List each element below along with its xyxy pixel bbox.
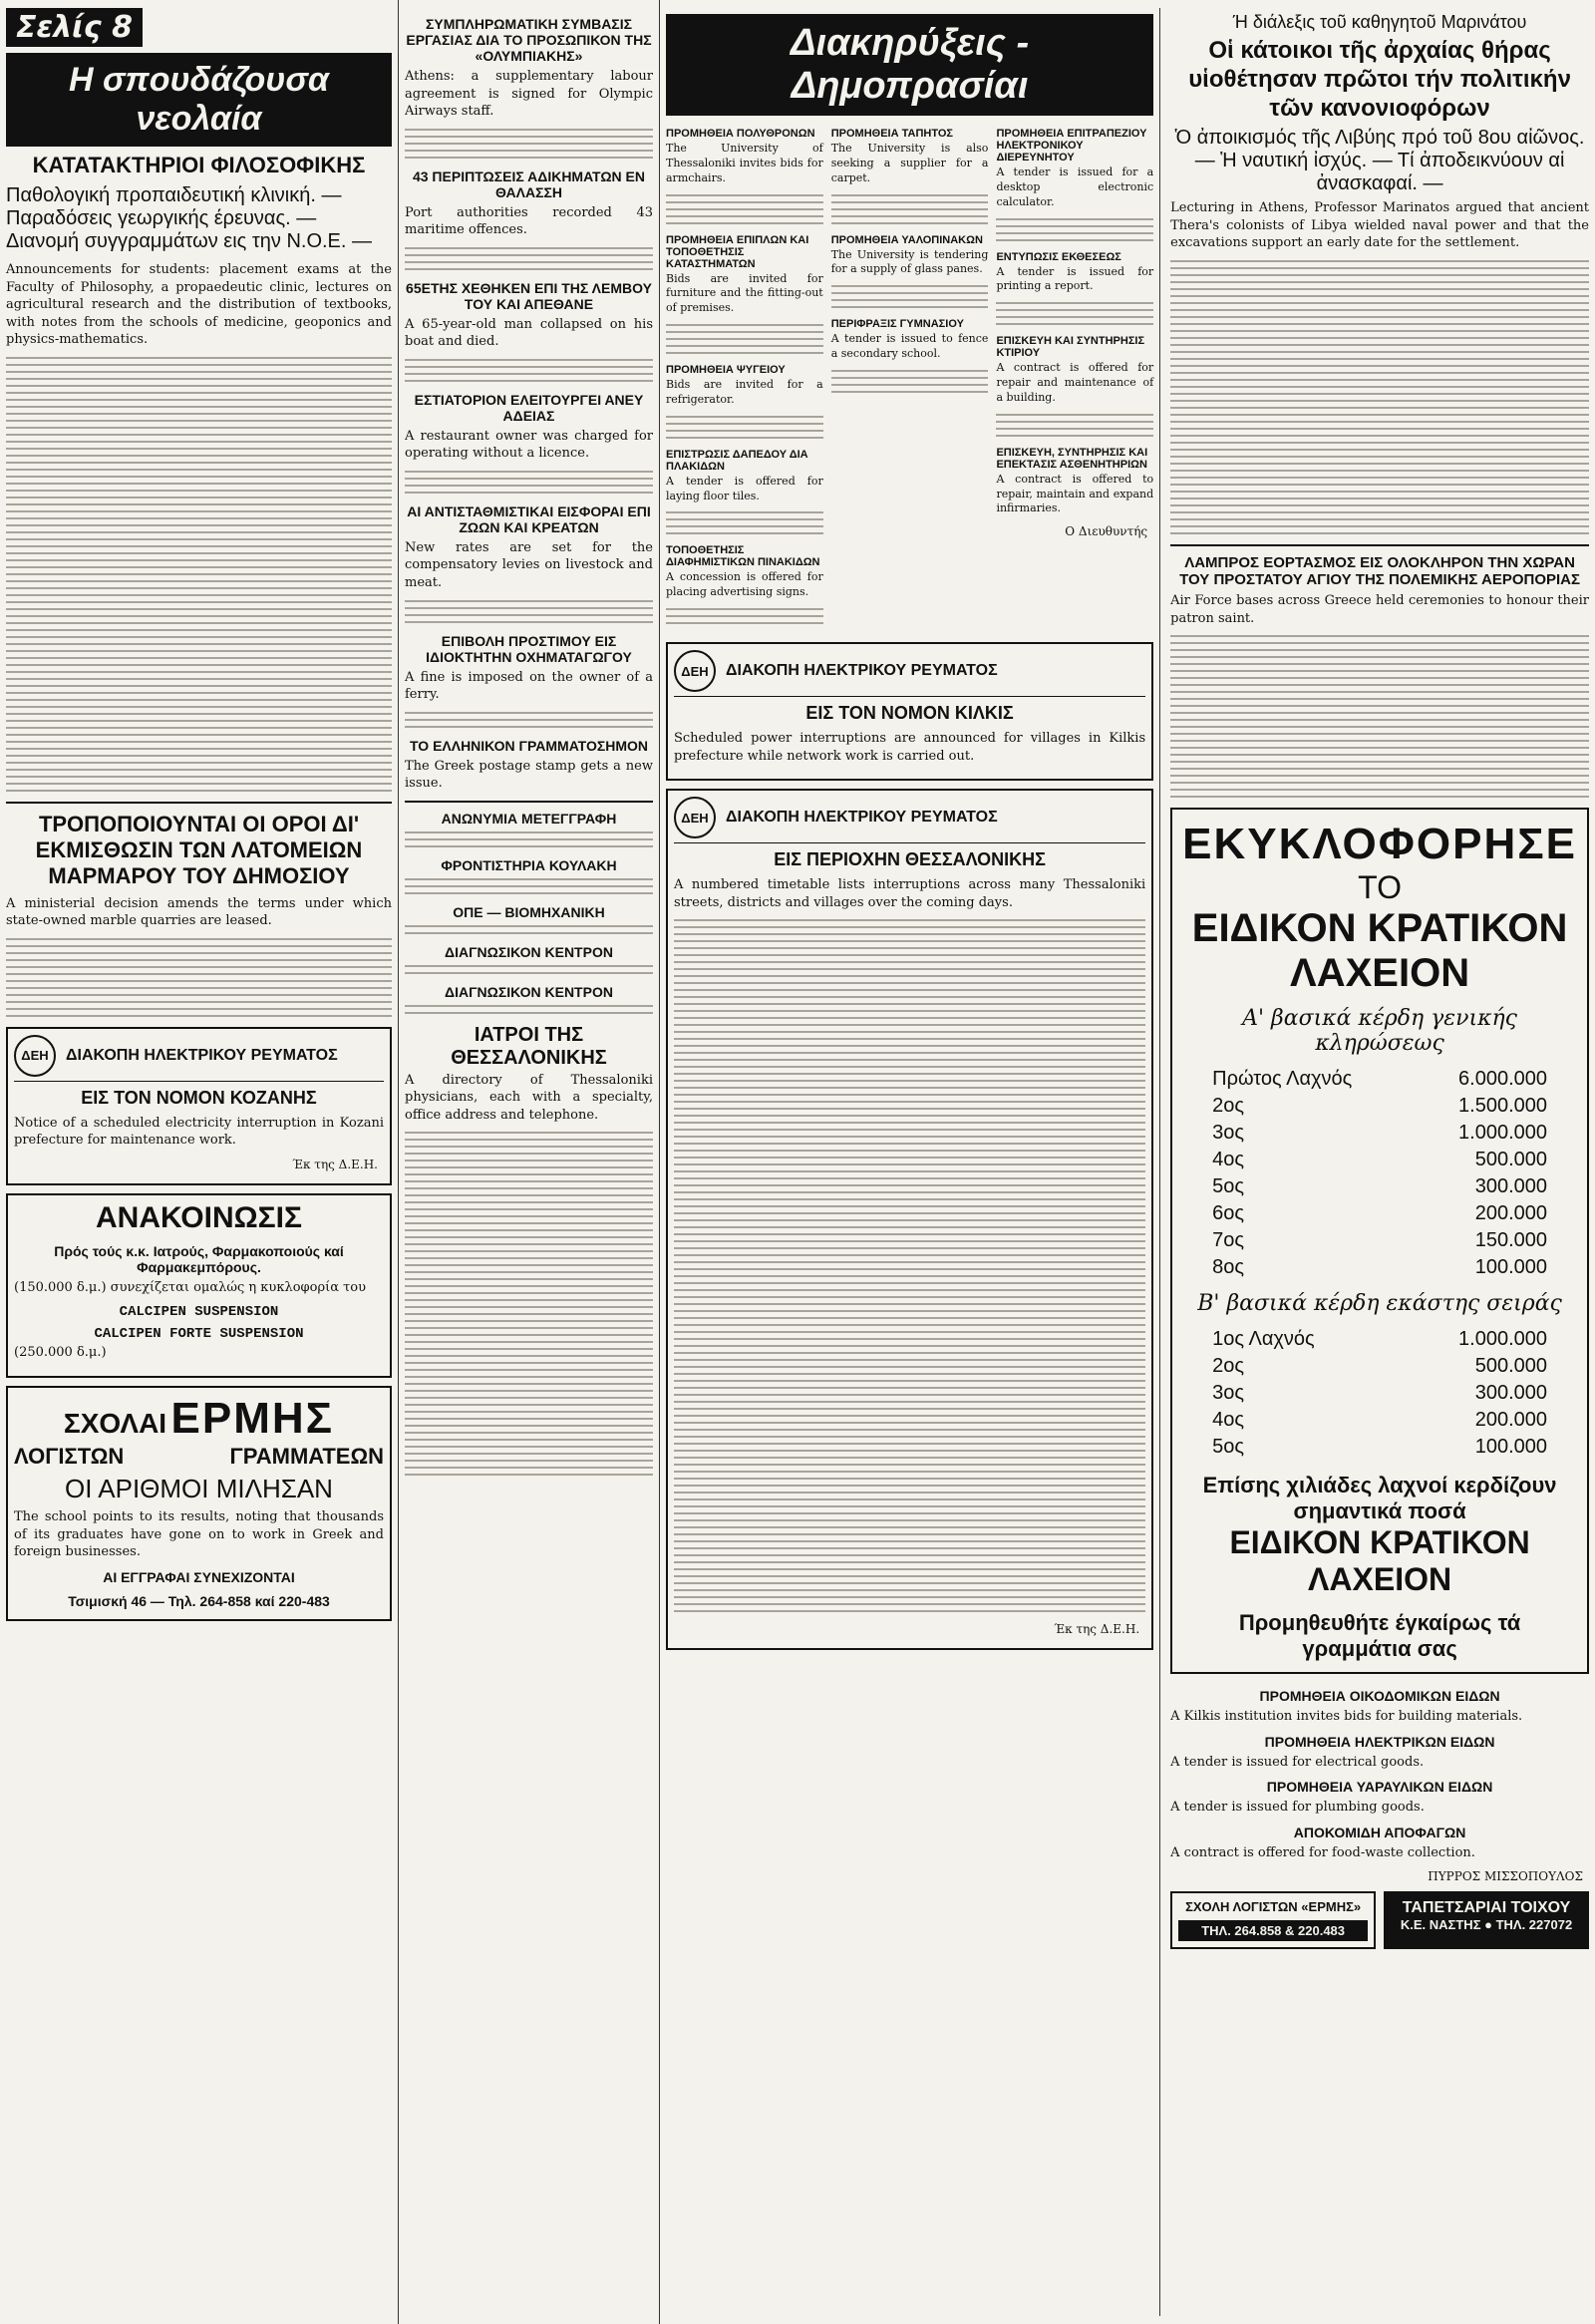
quarry-summary: A ministerial decision amends the terms under which state-owned marble quarries are leased. bbox=[6, 895, 392, 929]
restaurant-headline: ΕΣΤΙΑΤΟΡΙΟΝ ΕΛΕΙΤΟΥΡΓΕΙ ΑΝΕΥ ΑΔΕΙΑΣ bbox=[414, 391, 644, 424]
boat-headline: 65ΕΤΗΣ ΧΕΘΗΚΕΝ ΕΠΙ ΤΗΣ ΛΕΜΒΟΥ ΤΟΥ ΚΑΙ ΑΠΕΘΑΝΕ bbox=[406, 279, 652, 312]
lottery-released: ΕΚΥΚΛΟΦΟΡΗΣΕ bbox=[1182, 820, 1577, 869]
article-body-placeholder bbox=[6, 357, 392, 792]
divider bbox=[6, 802, 392, 804]
prize-row: 3ος 300.000 bbox=[1212, 1382, 1547, 1405]
prize-row: 2ος 1.500.000 bbox=[1212, 1095, 1547, 1118]
maritime-summary: Port authorities recorded 43 maritime offences. bbox=[405, 204, 653, 238]
power-cut-notice-thessaloniki bbox=[666, 789, 1153, 1650]
ermis-small-title: ΣΧΟΛΗ ΛΟΓΙΣΤΩΝ «ΕΡΜΗΣ» bbox=[1185, 1899, 1362, 1915]
lecture-headline: Οἱ κάτοικοι τῆς ἀρχαίας θήρας υἱοθέτησαν πρῶτοι τήν πολιτικήν τῶν κανονιοφόρων bbox=[1188, 37, 1571, 122]
power-region: ΕΙΣ ΤΟΝ ΝΟΜΟΝ ΚΙΛΚΙΣ bbox=[805, 703, 1014, 724]
tender-summary: The University is also seeking a supplier for a carpet. bbox=[830, 142, 989, 184]
section-banner: Η σπουδάζουσα νεολαία bbox=[6, 53, 392, 147]
right-column bbox=[1160, 8, 1589, 2316]
lecture-body-placeholder bbox=[1170, 260, 1589, 534]
prize-row: 8ος 100.000 bbox=[1212, 1256, 1547, 1279]
tender-summary: The University of Thessaloniki invites bids for armchairs. bbox=[666, 142, 823, 184]
tender-title: ΕΠΙΣΚΕΥΗ, ΣΥΝΤΗΡΗΣΙΣ ΚΑΙ ΕΠΕΚΤΑΣΙΣ ΑΣΘΕΝΗΤΗΡΙΩΝ bbox=[996, 446, 1148, 471]
olympic-headline: ΣΥΜΠΛΗΡΩΜΑΤΙΚΗ ΣΥΜΒΑΣΙΣ ΕΡΓΑΣΙΑΣ ΔΙΑ ΤΟ ΠΡΟΣΩΠΙΚΟΝ ΤΗΣ «ΟΛΥΜΠΙΑΚΗΣ» bbox=[406, 16, 652, 64]
tender-title: ΠΡΟΜΗΘΕΙΑ ΠΟΛΥΘΡΟΝΩΝ bbox=[666, 128, 815, 140]
column-2 bbox=[399, 0, 660, 2324]
tender-title: ΠΡΟΜΗΘΕΙΑ ΥΑΛΟΠΙΝΑΚΩΝ bbox=[830, 233, 983, 246]
tender-summary: The University is tendering for a supply of glass panes. bbox=[830, 247, 989, 276]
olympic-body-placeholder bbox=[405, 129, 653, 159]
lottery-sub-a: Α' βασικά κέρδη γενικής κληρώσεως bbox=[1242, 1006, 1518, 1057]
power-summary: Notice of a scheduled electricity interruption in Kozani prefecture for maintenance work. bbox=[14, 1115, 384, 1149]
classified-3: ΟΠΕ — ΒΙΟΜΗΧΑΝΙΚΗ bbox=[453, 903, 605, 920]
article-subhead: Παθολογική προπαιδευτική κλινική. — Παραδόσεις γεωργικής έρευνας. — Διανομή συγγραμμάτων εις την Ν.Ο.Ε. — bbox=[6, 184, 373, 252]
prize-row: 2ος 500.000 bbox=[1212, 1355, 1547, 1378]
dei-logo-icon: ΔΕΗ bbox=[674, 797, 716, 838]
tender-b-title: ΠΡΟΜΗΘΕΙΑ ΥΑΡΑΥΛΙΚΩΝ ΕΙΔΩΝ bbox=[1266, 1779, 1493, 1796]
prize-row: 5ος 100.000 bbox=[1212, 1436, 1547, 1459]
tender-summary: A tender is issued to fence a secondary school. bbox=[830, 332, 989, 361]
tenders-b-label: ΠΡΟΜΗΘΕΙΑ ΟΙΚΟΔΟΜΙΚΩΝ ΕΙΔΩΝ bbox=[1259, 1688, 1500, 1705]
maritime-headline: 43 ΠΕΡΙΠΤΩΣΕΙΣ ΑΔΙΚΗΜΑΤΩΝ ΕΝ ΘΑΛΑΣΣΗ bbox=[412, 167, 646, 200]
announcement-subtitle: Πρός τούς κ.κ. Ιατρούς, Φαρμακοποιούς καί Φαρμακεμπόρους. bbox=[54, 1242, 344, 1275]
ermis-small-phone: ΤΗΛ. 264.858 & 220.483 bbox=[1178, 1920, 1368, 1941]
power-region: ΕΙΣ ΠΕΡΙΟΧΗΝ ΘΕΣΣΑΛΟΝΙΚΗΣ bbox=[774, 849, 1046, 870]
state-lottery-ad bbox=[1170, 808, 1589, 1674]
dei-logo-icon: ΔΕΗ bbox=[14, 1035, 56, 1077]
classified-4: ΔΙΑΓΝΩΣΙΚΟΝ ΚΕΝΤΡΟΝ bbox=[445, 943, 613, 960]
olympic-summary: Athens: a supplementary labour agreement is signed for Olympic Airways staff. bbox=[405, 69, 653, 120]
power-cut-notice-kilkis bbox=[666, 642, 1153, 781]
ermis-schools-label: ΣΧΟΛΑΙ bbox=[63, 1408, 167, 1440]
article-headline: ΚΑΤΑΤΑΚΤΗΡΙΟΙ ΦΙΛΟΣΟΦΙΚΗΣ bbox=[32, 153, 366, 177]
classified-1: ΑΝΩΝΥΜΙΑ ΜΕΤΕΓΓΡΑΦΗ bbox=[441, 810, 617, 827]
levies-headline: ΑΙ ΑΝΤΙΣΤΑΘΜΙΣΤΙΚΑΙ ΕΙΣΦΟΡΑΙ ΕΠΙ ΖΩΩΝ ΚΑΙ ΚΡΕΑΤΩΝ bbox=[407, 502, 651, 535]
prizes-a bbox=[1182, 1066, 1577, 1281]
calcipen-line-1: (150.000 δ.μ.) συνεχίζεται ομαλώς η κυκλοφορία του bbox=[14, 1279, 367, 1295]
lottery-foot-2: ΕΙΔΙΚΟΝ ΚΡΑΤΙΚΟΝ ΛΑΧΕΙΟΝ bbox=[1229, 1524, 1530, 1598]
lecture-intro: Ὁ ἀποικισμός τῆς Λιβύης πρό τοῦ 8ου αἰῶνος. — Ἡ ναυτική ἰσχύς. — Τί ἀποδεικνύουν αἱ ἀνασκαφαί. — bbox=[1174, 127, 1585, 195]
tender-summary: A concession is offered for placing advertising signs. bbox=[666, 570, 823, 599]
lecture-summary: Lecturing in Athens, Professor Marinatos argued that ancient Thera's colonists of Libya wielded naval power and that the excavations support an early date for the settlement. bbox=[1170, 200, 1589, 251]
ermis-school-ad bbox=[6, 1386, 392, 1621]
festival-body-placeholder bbox=[1170, 635, 1589, 798]
column-1 bbox=[0, 0, 399, 2324]
ermis-address: Τσιμισκή 46 — Τηλ. 264-858 καί 220-483 bbox=[68, 1592, 330, 1609]
tender-title: ΕΠΙΣΤΡΩΣΙΣ ΔΑΠΕΔΟΥ ΔΙΑ ΠΛΑΚΙΔΩΝ bbox=[666, 448, 808, 473]
tender-b-summary: A Kilkis institution invites bids for building materials. bbox=[1170, 1709, 1523, 1725]
boat-body-placeholder bbox=[405, 359, 653, 382]
prize-row: 5ος 300.000 bbox=[1212, 1175, 1547, 1198]
tenders-banner: Διακηρύξεις - Δημοπρασίαι bbox=[666, 14, 1153, 116]
levies-summary: New rates are set for the compensatory levies on livestock and meat. bbox=[405, 539, 653, 591]
lottery-foot-1: Επίσης χιλιάδες λαχνοί κερδίζουν σημαντικά ποσά bbox=[1202, 1473, 1557, 1524]
power-schedule-placeholder bbox=[674, 919, 1145, 1612]
tender-b-summary: A contract is offered for food-waste collection. bbox=[1170, 1844, 1475, 1860]
ferry-summary: A fine is imposed on the owner of a ferry. bbox=[405, 669, 653, 703]
power-notice-title: ΔΙΑΚΟΠΗ ΗΛΕΚΤΡΙΚΟΥ ΡΕΥΜΑΤΟΣ bbox=[66, 1046, 338, 1064]
tender-title: ΠΡΟΜΗΘΕΙΑ ΕΠΙΠΛΩΝ ΚΑΙ ΤΟΠΟΘΕΤΗΣΙΣ ΚΑΤΑΣΤΗΜΑΤΩΝ bbox=[666, 233, 809, 270]
prize-row: 4ος 500.000 bbox=[1212, 1149, 1547, 1171]
tapestry-title: ΤΑΠΕΤΣΑΡΙΑΙ ΤΟΙΧΟΥ bbox=[1402, 1899, 1571, 1917]
tender-signature: Ο Διευθυντής bbox=[1065, 524, 1148, 539]
calcipen-line-2: (250.000 δ.μ.) bbox=[14, 1345, 107, 1361]
lottery-name: ΕΙΔΙΚΟΝ ΚΡΑΤΙΚΟΝ ΛΑΧΕΙΟΝ bbox=[1191, 906, 1568, 996]
classified-5: ΔΙΑΓΝΩΣΙΚΟΝ ΚΕΝΤΡΟΝ bbox=[445, 983, 613, 1000]
ermis-secretaries: ΓΡΑΜΜΑΤΕΩΝ bbox=[229, 1444, 384, 1470]
quarry-headline: ΤΡΟΠΟΠΟΙΟΥΝΤΑΙ ΟΙ ΟΡΟΙ ΔΙ' ΕΚΜΙΣΘΩΣΙΝ ΤΩΝ ΛΑΤΟΜΕΙΩΝ ΜΑΡΜΑΡΟΥ ΤΟΥ ΔΗΜΟΣΙΟΥ bbox=[35, 811, 363, 888]
prize-row: Πρώτος Λαχνός 6.000.000 bbox=[1212, 1068, 1547, 1091]
ferry-headline: ΕΠΙΒΟΛΗ ΠΡΟΣΤΙΜΟΥ ΕΙΣ ΙΔΙΟΚΤΗΤΗΝ ΟΧΗΜΑΤΑΓΩΓΟΥ bbox=[426, 632, 632, 665]
calcipen-product-1: CALCIPEN SUSPENSION bbox=[119, 1304, 279, 1321]
ermis-summary: The school points to its results, noting that thousands of its graduates have gone on to work in Greek and foreign businesses. bbox=[14, 1509, 384, 1560]
doctors-list-placeholder bbox=[405, 1132, 653, 1476]
tender-summary: Bids are invited for a refrigerator. bbox=[666, 378, 823, 406]
tender-summary: A tender is offered for laying floor tiles. bbox=[666, 474, 823, 502]
power-region: ΕΙΣ ΤΟΝ ΝΟΜΟΝ ΚΟΖΑΝΗΣ bbox=[81, 1087, 317, 1108]
power-signature: Έκ της Δ.Ε.Η. bbox=[1054, 1622, 1140, 1637]
restaurant-body-placeholder bbox=[405, 471, 653, 494]
power-summary: Scheduled power interruptions are announced for villages in Kilkis prefecture while network work is carried out. bbox=[674, 731, 1146, 764]
prize-row: 4ος 200.000 bbox=[1212, 1409, 1547, 1432]
lottery-sub-b: Β' βασικά κέρδη εκάστης σειράς bbox=[1197, 1291, 1562, 1317]
columns-3-4 bbox=[660, 0, 1595, 2324]
page-number-tag: Σελίς 8 bbox=[6, 8, 143, 47]
pharma-announcement bbox=[6, 1193, 392, 1378]
prize-row: 7ος 150.000 bbox=[1212, 1229, 1547, 1252]
lecture-kicker: Ή διάλεξις τοῦ καθηγητοῦ Μαρινάτου bbox=[1232, 12, 1527, 32]
power-summary: A numbered timetable lists interruptions across many Thessaloniki streets, districts and villages over the coming days. bbox=[674, 877, 1146, 910]
prize-row: 6ος 200.000 bbox=[1212, 1202, 1547, 1225]
festival-summary: Air Force bases across Greece held ceremonies to honour their patron saint. bbox=[1170, 593, 1589, 626]
tender-title: ΠΕΡΙΦΡΑΞΙΣ ΓΥΜΝΑΣΙΟΥ bbox=[830, 318, 964, 331]
tender-b-summary: A tender is issued for electrical goods. bbox=[1170, 1754, 1425, 1770]
tender-b-title: ΑΠΟΚΟΜΙΔΗ ΑΠΟΦΑΓΩΝ bbox=[1293, 1824, 1466, 1840]
ermis-accountants: ΛΟΓΙΣΤΩΝ bbox=[14, 1444, 125, 1470]
tender-title: ΠΡΟΜΗΘΕΙΑ ΨΥΓΕΙΟΥ bbox=[666, 364, 786, 377]
tapestry-ad bbox=[1384, 1891, 1589, 1949]
boat-summary: A 65-year-old man collapsed on his boat and died. bbox=[405, 316, 653, 350]
ermis-name: ΕΡΜΗΣ bbox=[170, 1394, 335, 1444]
tender-title: ΠΡΟΜΗΘΕΙΑ ΤΑΠΗΤΟΣ bbox=[830, 128, 954, 140]
quarry-body-placeholder bbox=[6, 938, 392, 1017]
power-notice-title: ΔΙΑΚΟΠΗ ΗΛΕΚΤΡΙΚΟΥ ΡΕΥΜΑΤΟΣ bbox=[726, 662, 998, 680]
power-signature: Έκ της Δ.Ε.Η. bbox=[292, 1157, 378, 1171]
prize-row: 1ος Λαχνός 1.000.000 bbox=[1212, 1328, 1547, 1351]
stamp-headline: ΤΟ ΕΛΛΗΝΙΚΟΝ ΓΡΑΜΜΑΤΟΣΗΜΟΝ bbox=[409, 737, 649, 754]
dei-logo-icon: ΔΕΗ bbox=[674, 650, 716, 692]
tapestry-sub: Κ.Ε. ΝΑΣΤΗΣ ● ΤΗΛ. 227072 bbox=[1400, 1917, 1573, 1933]
tender-summary: A tender is issued for a desktop electronic calculator. bbox=[996, 166, 1154, 208]
festival-headline: ΛΑΜΠΡΟΣ ΕΟΡΤΑΣΜΟΣ ΕΙΣ ΟΛΟΚΛΗΡΟΝ ΤΗΝ ΧΩΡΑΝ ΤΟΥ ΠΡΟΣΤΑΤΟΥ ΑΓΙΟΥ ΤΗΣ ΠΟΛΕΜΙΚΗΣ ΑΕΡΟΠΟΡΙΑΣ bbox=[1179, 554, 1581, 589]
tender-summary: A contract is offered to repair, maintain and expand infirmaries. bbox=[996, 472, 1154, 515]
prizes-b bbox=[1182, 1326, 1577, 1461]
tender-title: ΤΟΠΟΘΕΤΗΣΙΣ ΔΙΑΦΗΜΙΣΤΙΚΩΝ ΠΙΝΑΚΙΔΩΝ bbox=[666, 544, 820, 569]
doctors-title: ΙΑΤΡΟΙ ΤΗΣ ΘΕΣΣΑΛΟΝΙΚΗΣ bbox=[451, 1023, 607, 1069]
levies-body-placeholder bbox=[405, 600, 653, 623]
doctors-summary: A directory of Thessaloniki physicians, each with a specialty, office address and telephone. bbox=[405, 1072, 653, 1123]
tenders-area bbox=[666, 8, 1160, 2316]
lottery-article: ΤΟ bbox=[1358, 869, 1402, 906]
tender-b-signature: ΠΥΡΡΟΣ ΜΙΣΣΟΠΟΥΛΟΣ bbox=[1428, 1869, 1583, 1884]
prize-row: 3ος 1.000.000 bbox=[1212, 1122, 1547, 1145]
divider bbox=[405, 801, 653, 803]
tender-summary: A tender is issued for printing a report. bbox=[996, 264, 1154, 293]
announcement-title: ΑΝΑΚΟΙΝΩΣΙΣ bbox=[95, 1200, 302, 1234]
ermis-small-ad bbox=[1170, 1891, 1376, 1949]
stamp-summary: The Greek postage stamp gets a new issue. bbox=[405, 758, 653, 792]
lottery-foot-3: Προμηθευθήτε έγκαίρως τά γραμμάτια σας bbox=[1238, 1610, 1521, 1662]
tender-title: ΕΠΙΣΚΕΥΗ ΚΑΙ ΣΥΝΤΗΡΗΣΙΣ ΚΤΙΡΙΟΥ bbox=[996, 335, 1145, 360]
restaurant-summary: A restaurant owner was charged for operating without a licence. bbox=[405, 428, 653, 462]
article-summary: Announcements for students: placement exams at the Faculty of Philosophy, a propaedeutic clinic, lectures on agricultural research and the distribution of textbooks, with notes from the schools of medicine, geoponics and physics-mathematics. bbox=[6, 262, 392, 348]
power-notice-title: ΔΙΑΚΟΠΗ ΗΛΕΚΤΡΙΚΟΥ ΡΕΥΜΑΤΟΣ bbox=[726, 809, 998, 827]
tender-summary: Bids are invited for furniture and the fitting-out of premises. bbox=[666, 271, 823, 315]
ermis-enrollment: ΑΙ ΕΓΓΡΑΦΑΙ ΣΥΝΕΧΙΖΟΝΤΑΙ bbox=[103, 1568, 295, 1585]
ermis-numbers-spoke: ΟΙ ΑΡΙΘΜΟΙ ΜΙΛΗΣΑΝ bbox=[65, 1474, 333, 1504]
ferry-body-placeholder bbox=[405, 712, 653, 728]
power-cut-notice-kozani bbox=[6, 1027, 392, 1185]
tender-title: ΕΝΤΥΠΩΣΙΣ ΕΚΘΕΣΕΩΣ bbox=[996, 250, 1121, 263]
tender-b-summary: A tender is issued for plumbing goods. bbox=[1170, 1800, 1425, 1816]
classified-2: ΦΡΟΝΤΙΣΤΗΡΙΑ ΚΟΥΛΑΚΗ bbox=[441, 856, 617, 873]
divider bbox=[1170, 544, 1589, 546]
maritime-body-placeholder bbox=[405, 247, 653, 270]
tender-b-title: ΠΡΟΜΗΘΕΙΑ ΗΛΕΚΤΡΙΚΩΝ ΕΙΔΩΝ bbox=[1264, 1733, 1495, 1750]
calcipen-product-2: CALCIPEN FORTE SUSPENSION bbox=[94, 1326, 304, 1343]
tender-title: ΠΡΟΜΗΘΕΙΑ ΕΠΙΤΡΑΠΕΖΙΟΥ ΗΛΕΚΤΡΟΝΙΚΟΥ ΔΙΕΡΕΥΝΗΤΟΥ bbox=[996, 128, 1147, 164]
tender-summary: A contract is offered for repair and maintenance of a building. bbox=[996, 361, 1154, 404]
